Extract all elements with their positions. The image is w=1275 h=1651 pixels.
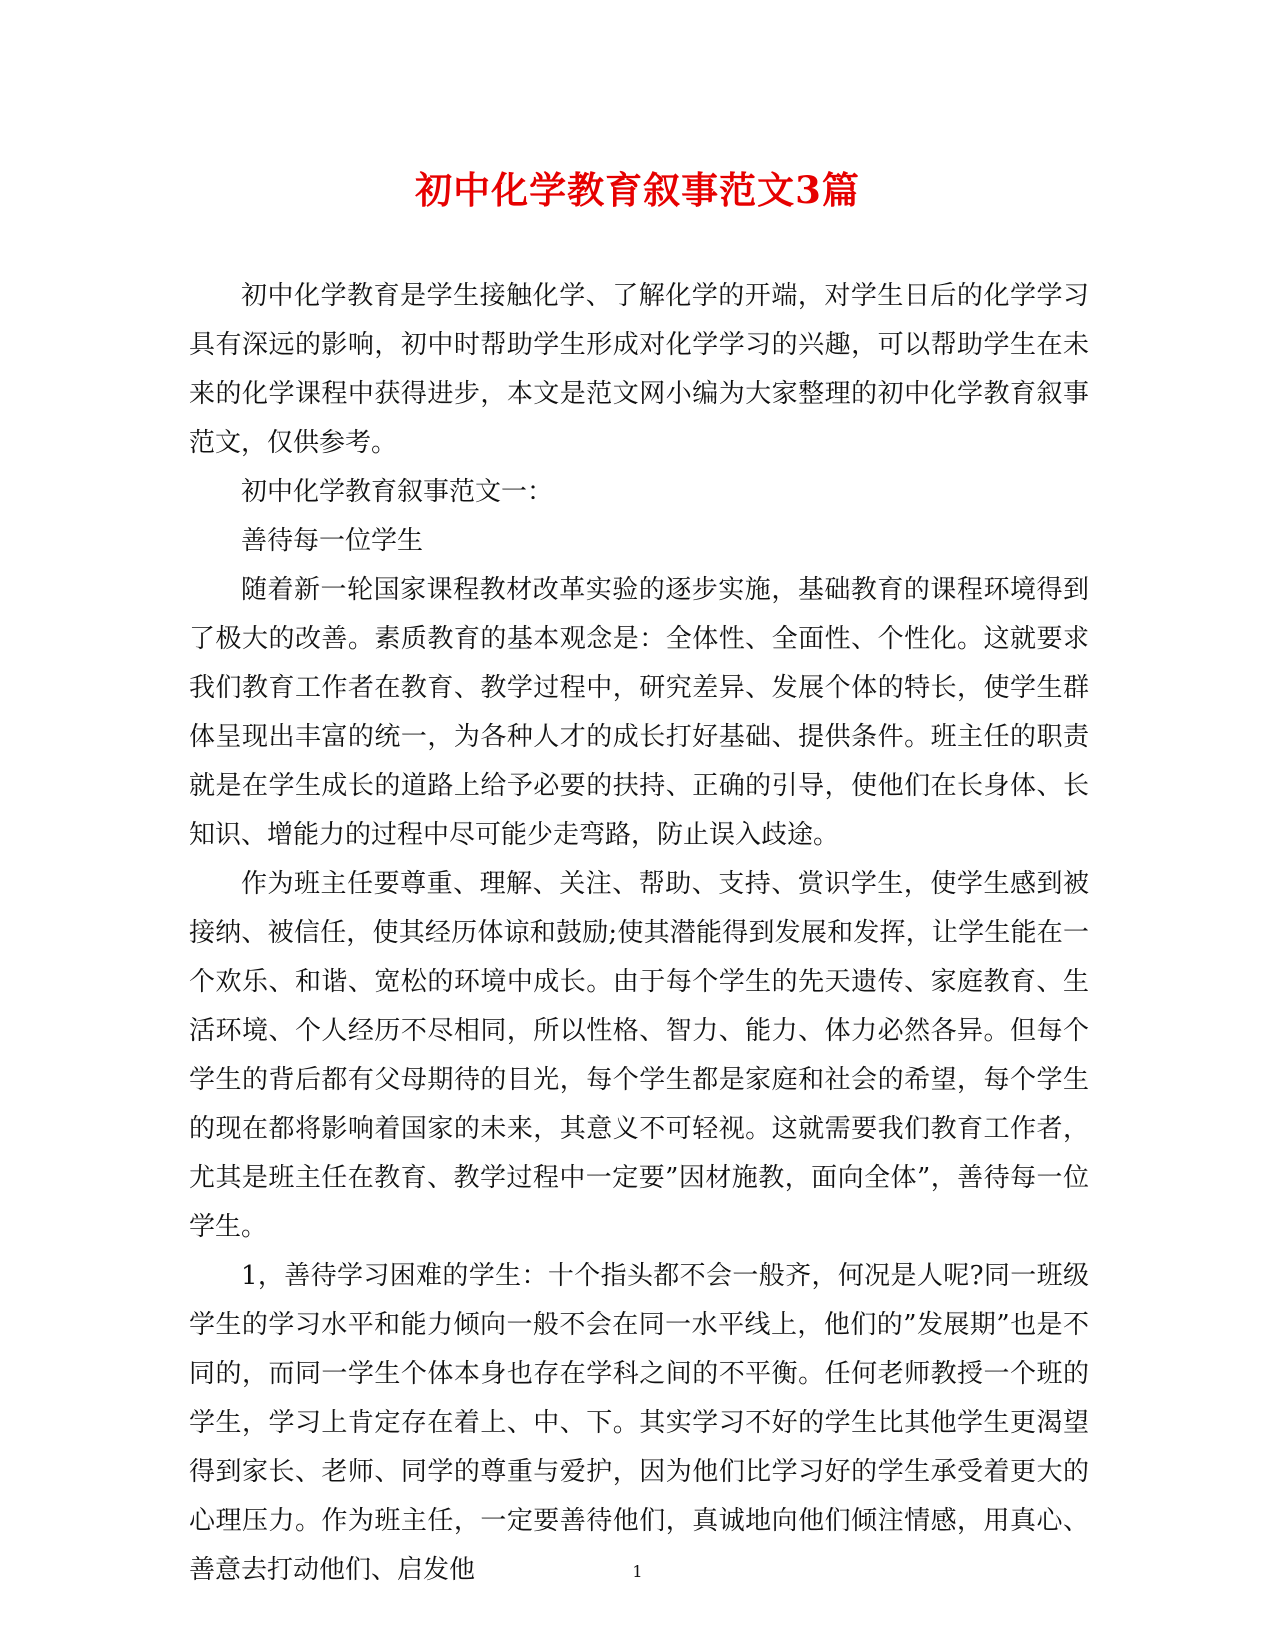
body-paragraph: 1，善待学习困难的学生：十个指头都不会一般齐，何况是人呢?同一班级学生的学习水平和能力倾向一般不会在同一水平线上，他们的”发展期”也是不同的，而同一学生个体本身也存在学科之间的不平衡。任何老师教授一个班的学生，学习上肯定存在着上、中、下。其实学习不好的学生比其他学生更渴望得到家长、老师、同学的尊重与爱护，因为他们比学习好的学生承受着更大的心理压力。作为班主任，一定要善待他们，真诚地向他们倾注情感，用真心、善意去打动他们、启发他 [189,1261,1089,1585]
document-body [189,272,1089,1595]
body-paragraph: 随着新一轮国家课程教材改革实验的逐步实施，基础教育的课程环境得到了极大的改善。素质教育的基本观念是：全体性、全面性、个性化。这就要求我们教育工作者在教育、教学过程中，研究差异、发展个体的特长，使学生群体呈现出丰富的统一，为各种人才的成长打好基础、提供条件。班主任的职责就是在学生成长的道路上给予必要的扶持、正确的引导，使他们在长身体、长知识、增能力的过程中尽可能少走弯路，防止误入歧途。 [189,575,1089,850]
intro-paragraph: 初中化学教育是学生接触化学、了解化学的开端，对学生日后的化学学习具有深远的影响，初中时帮助学生形成对化学学习的兴趣，可以帮助学生在未来的化学课程中获得进步，本文是范文网小编为大家整理的初中化学教育叙事范文，仅供参考。 [189,281,1089,458]
section-heading: 初中化学教育叙事范文一： [241,477,554,507]
page-number: 1 [632,1562,643,1581]
document-title: 初中化学教育叙事范文3篇 [415,168,860,212]
body-paragraph: 作为班主任要尊重、理解、关注、帮助、支持、赏识学生，使学生感到被接纳、被信任，使其经历体谅和鼓励;使其潜能得到发展和发挥，让学生能在一个欢乐、和谐、宽松的环境中成长。由于每个学生的先天遗传、家庭教育、生活环境、个人经历不尽相同，所以性格、智力、能力、体力必然各异。但每个学生的背后都有父母期待的目光，每个学生都是家庭和社会的希望，每个学生的现在都将影响着国家的未来，其意义不可轻视。这就需要我们教育工作者，尤其是班主任在教育、教学过程中一定要”因材施教，面向全体”，善待每一位学生。 [189,869,1089,1242]
article-subtitle: 善待每一位学生 [241,526,424,556]
